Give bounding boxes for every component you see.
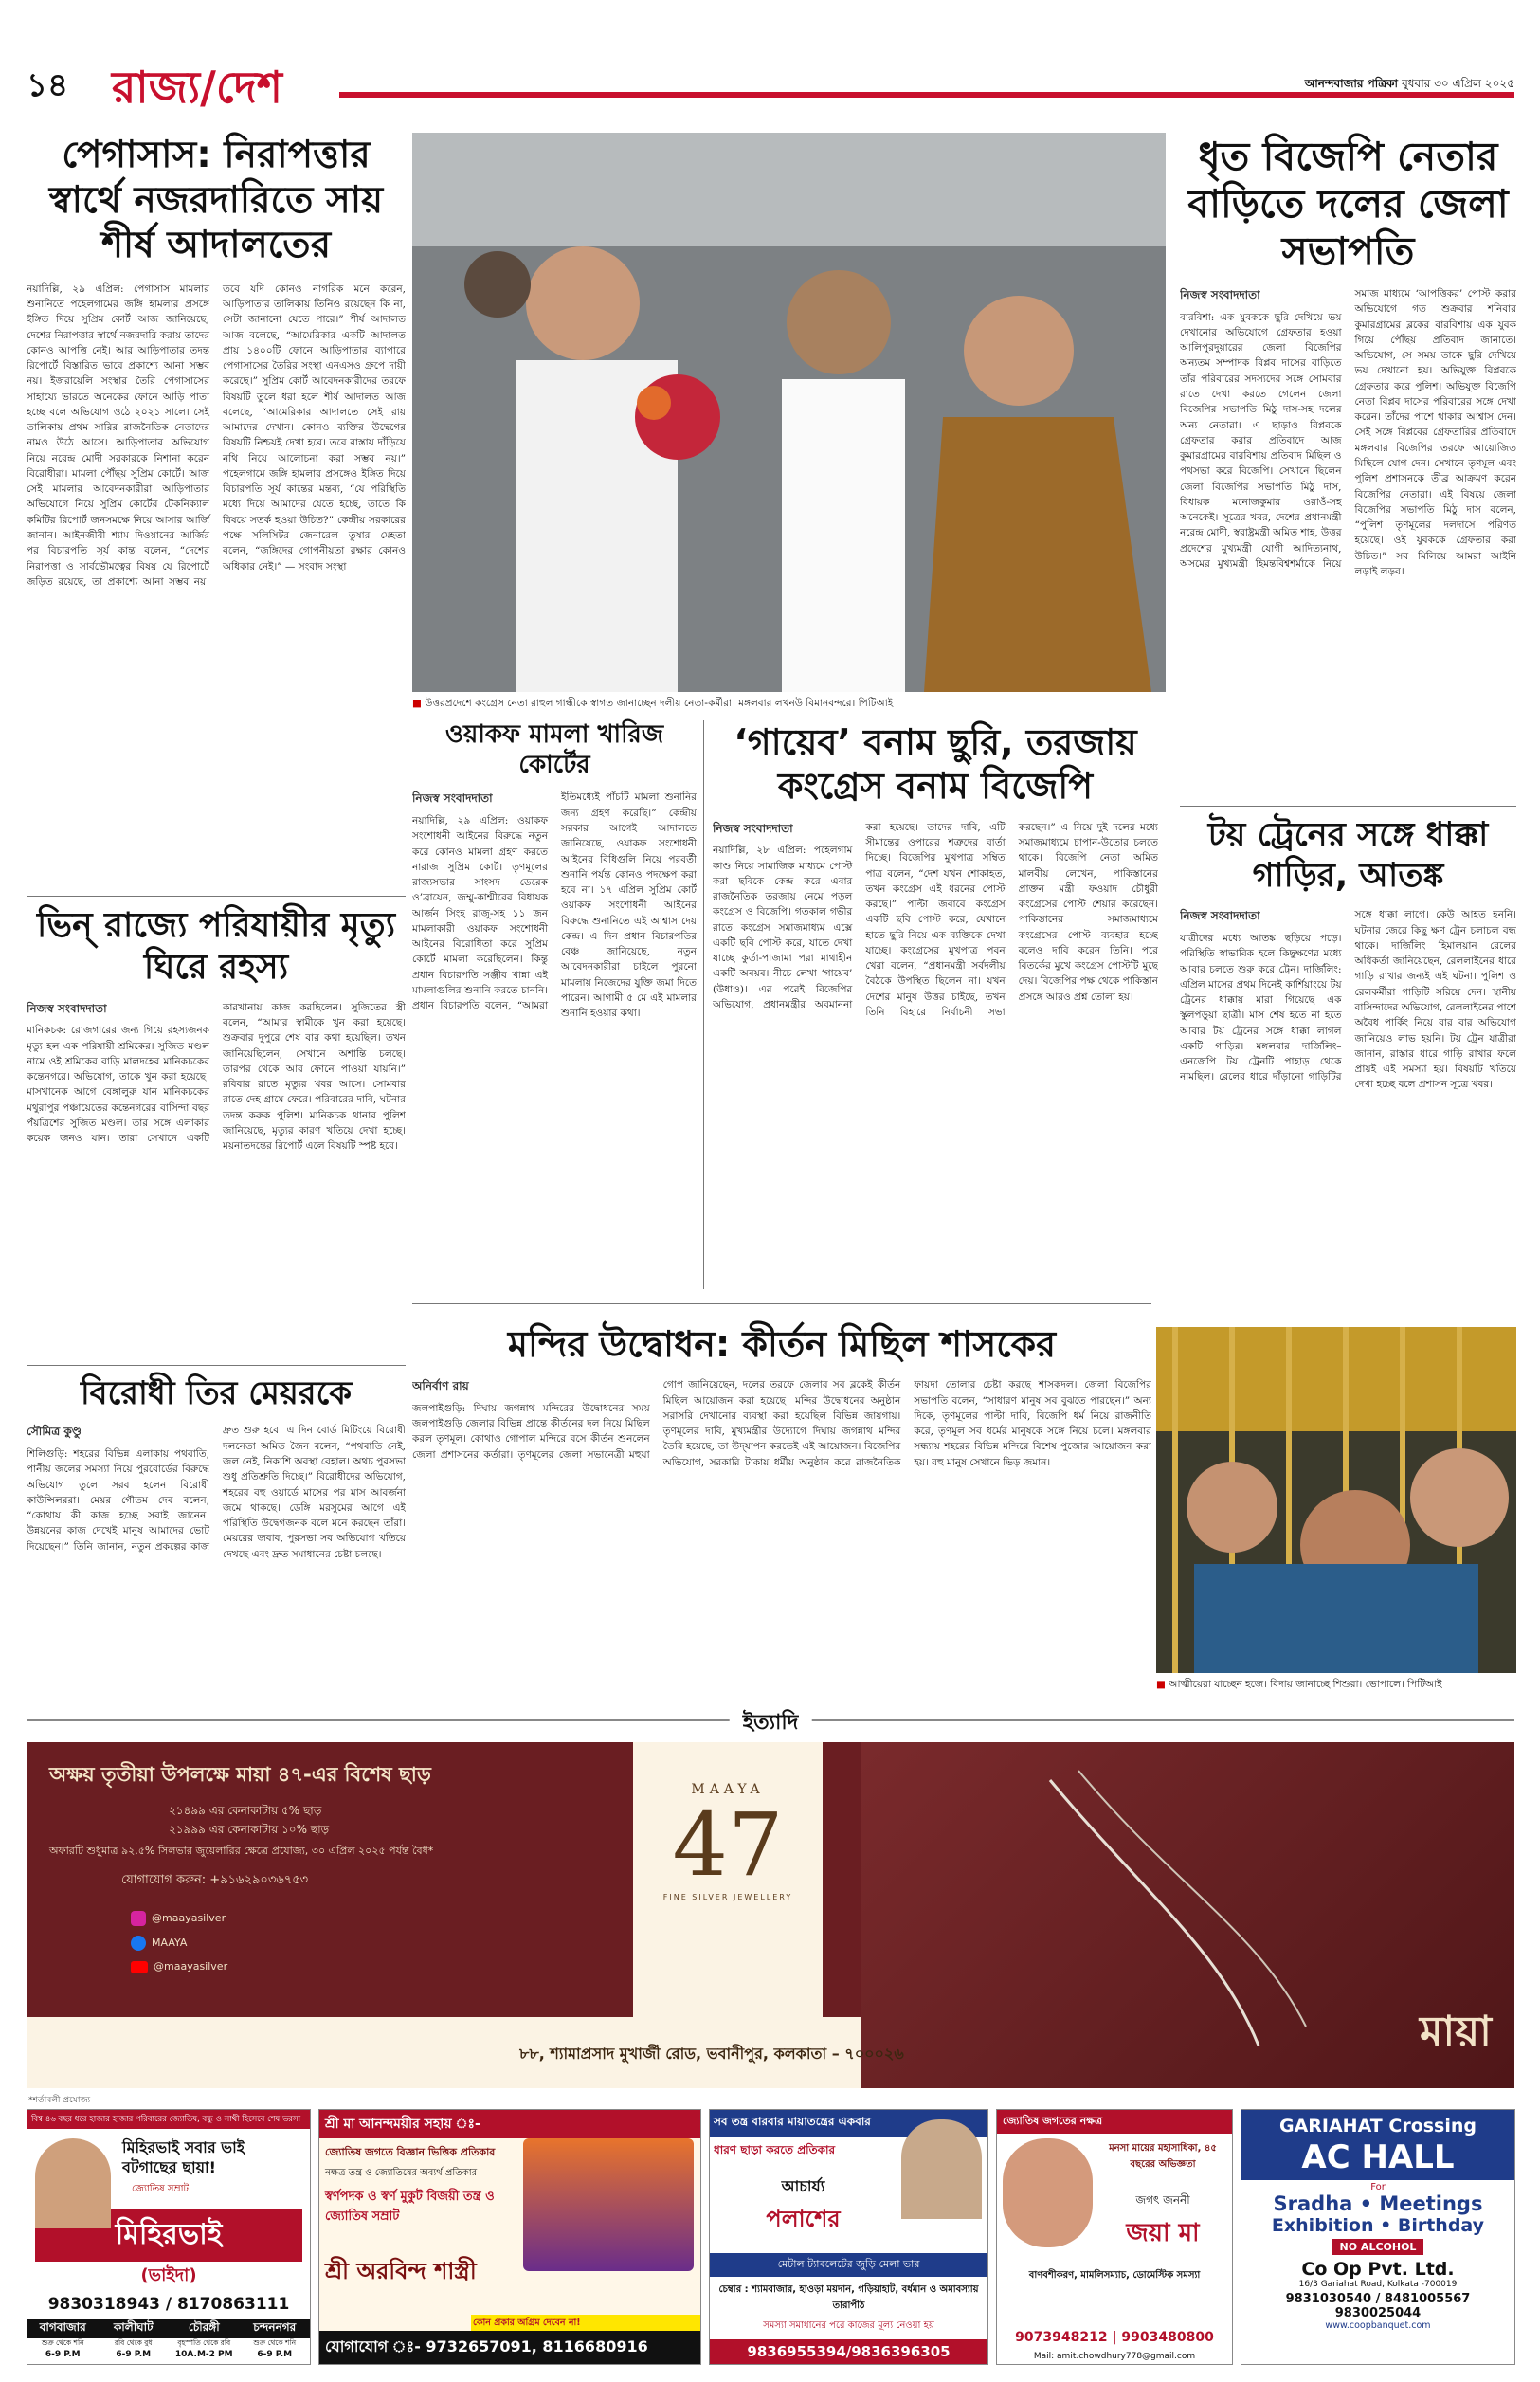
headline: ‘গায়েব’ বনাম ছুরি, তরজায় কংগ্রেস বনাম বিজেপি bbox=[734, 721, 1137, 808]
story-body bbox=[412, 790, 697, 1282]
time: 10A.M-2 PM bbox=[174, 2349, 233, 2359]
story-text: নয়াদিল্লি, ২৯ এপ্রিল: ওয়াকফ সংশোধনী আইনের বিরুদ্ধে নতুন করে কোনও মামলা গ্রহণ করতে নারাজ সুপ্রিম কোর্ট। তৃণমূলের রাজ্যসভার সাংসদ ডেরেক ও’ব্রায়েন, জম্মু-কাশ্মীরের বিধায়ক আর্জন সিংহ রাজু-সহ ১১ জন মামলাকারী ওয়াকফ সংশোধনী আইনের বিরোধিতা করে সুপ্রিম কোর্টে মামলা করেছিলেন। কিন্তু প্রধান বিচারপতি সঞ্জীব খান্না এই মামলাগুলির শুনানি করতে চাননি। প্রধান বিচারপতি বলেন, “আমরা ইতিমধ্যেই পাঁচটি মামলা শুনানির জন্য গ্রহণ করেছি।” কেন্দ্রীয় সরকার আগেই আদালতে জানিয়েছে, ওয়াকফ সংশোধনী আইনের বিধিগুলি নিয়ে পরবর্তী শুনানি পর্যন্ত কোনও পদক্ষেপ করা হবে না। ১৭ এপ্রিল সুপ্রিম কোর্ট ওয়াকফ সংশোধনী আইনের বিরুদ্ধে শুনানিতে এই আশ্বাস দেয় কেন্দ্র। এ দিন প্রধান বিচারপতির বেঞ্চ জানিয়েছে, নতুন আবেদনকারীরা চাইলে পুরনো মামলায় নিজেদের যুক্তি জমা দিতে পারেন। আগামী ৫ মে এই মামলার শুনানি হওয়ার কথা। bbox=[412, 791, 697, 1020]
ad-headline: অক্ষয় তৃতীয়া উপলক্ষে মায়া ৪৭-এর বিশেষ ছাড় bbox=[49, 1763, 431, 1786]
photo-illustration bbox=[1156, 1327, 1516, 1673]
story-gayer bbox=[713, 720, 1158, 1289]
ad-brand-panel bbox=[633, 1742, 823, 2017]
ad-line-1: জ্যোতিষ জগতে বিজ্ঞান ভিত্তিক প্রতিকার bbox=[325, 2146, 496, 2158]
story-text: জলপাইগুড়ি: দিঘায় জগন্নাথ মন্দিরের উদ্বোধনের সময় জলপাইগুড়ি জেলার বিভিন্ন প্রান্তে কীর্তনের দল নিয়ে মিছিল করল তৃণমূল। কোথাও গোপাল মন্দিরে বসে কীর্তন শুনলেন জেলা প্রশাসনের কর্তারা। তৃণমূলের জেলা সভানেত্রী মহুয়া গোপ জানিয়েছেন, দলের তরফে জেলার সব ব্লকেই কীর্তন মিছিল আয়োজন করা হয়েছে। মন্দির উদ্বোধনের অনুষ্ঠান সরাসরি দেখানোর ব্যবস্থা করা হয়েছিল বিভিন্ন জায়গায়। তৃণমূলের দাবি, মুখ্যমন্ত্রীর উদ্যোগে দিঘায় জগন্নাথ মন্দির তৈরি হয়েছে, তা উদ্‌যাপন করতেই এই আয়োজন। বিজেপির অভিযোগ, সরকারি টাকায় ধর্মীয় অনুষ্ঠান করে রাজনৈতিক ফায়দা তোলার চেষ্টা করছে শাসকদল। জেলা বিজেপির সভাপতি বলেন, “সাধারণ মানুষ সব বুঝতে পারছেন।” অন্য দিকে, তৃণমূলের পাল্টা দাবি, বিজেপি ধর্ম নিয়ে রাজনীতি করে, তৃণমূল সব ধর্মের মানুষকে সঙ্গে নিয়ে চলে। মঙ্গলবার সন্ধ্যায় শহরের বিভিন্ন মন্দিরে বিশেষ পুজোর আয়োজন করা হয়। বহু মানুষ সেখানে ভিড় জমান। bbox=[412, 1379, 1151, 1468]
story-body bbox=[412, 1377, 1151, 1681]
headline: টয় ট্রেনের সঙ্গে ধাক্কা গাড়ির, আতঙ্ক bbox=[1207, 816, 1489, 895]
brand-logo: মায়া bbox=[1420, 2008, 1492, 2056]
social-row-2 bbox=[131, 1936, 187, 1951]
classifieds-header bbox=[27, 1706, 1514, 1735]
ad-top: বিশ্ব ৪৬ বছর ধরে হাজার হাজার পরিবারের জ্যোতিষ, বন্ধু ও সাথী হিসেবে শেষ ভরসা bbox=[27, 2110, 310, 2129]
headline: পেগাসাস: নিরাপত্তার স্বার্থে নজরদারিতে সায় শীর্ষ আদালতের bbox=[48, 134, 384, 267]
divider bbox=[1180, 806, 1516, 807]
ad-offer-1: ২১৪৯৯ এর কেনাকাটায় ৫% ছাড় bbox=[169, 1804, 322, 1817]
ad-phone: 9073948212 | 9903480800 bbox=[1015, 2330, 1214, 2345]
photo-caption-children: ■ আত্মীয়েরা যাচ্ছেন হজে। বিদায় জানাচ্ছে শিশুরা। ভোপালে। পিটিআই bbox=[1156, 1678, 1516, 1694]
headline: ভিন্ রাজ্যে পরিযায়ীর মৃত্যু ঘিরে রহস্য bbox=[36, 906, 396, 987]
ad-phone: 9830318943 / 8170863111 bbox=[47, 2294, 290, 2314]
story-body bbox=[713, 820, 1158, 1265]
ad-gariahat-hall bbox=[1241, 2109, 1515, 2365]
time: 6-9 P.M bbox=[257, 2349, 293, 2359]
ad-aurobindo-shastri bbox=[318, 2109, 701, 2365]
ad-offer-2: ২১৯৯৯ এর কেনাকাটায় ১০% ছাড় bbox=[169, 1823, 330, 1836]
ad-jaya-ma bbox=[996, 2109, 1233, 2365]
youtube-icon bbox=[131, 1961, 148, 1973]
ad-line-2: ধারণ ছাড়া করতে প্রতিকার bbox=[714, 2143, 836, 2156]
ad-chambers: চেম্বার : শ্যামবাজার, হাওড়া ময়দান, গড়িয়াহাট, বর্ধমান ও অমাবস্যায় তারাপীঠ bbox=[718, 2284, 979, 2311]
byline: নিজস্ব সংবাদদাতা bbox=[1180, 909, 1260, 923]
story-temple bbox=[412, 1322, 1151, 1692]
time: 6-9 P.M bbox=[45, 2349, 81, 2359]
story-pegasus bbox=[27, 133, 406, 910]
story-body bbox=[27, 1423, 406, 1679]
ad-phone: 9836955394/9836396305 bbox=[710, 2339, 987, 2364]
story-body bbox=[1180, 286, 1516, 770]
ad-address-bar bbox=[27, 2017, 904, 2088]
location-row bbox=[27, 2319, 310, 2338]
classifieds-title: ইত্যাদি bbox=[730, 1706, 812, 1741]
day: রবি থেকে বুধ bbox=[114, 2337, 153, 2347]
photo-illustration bbox=[412, 133, 1166, 692]
ad-address: 16/3 Gariahat Road, Kolkata -700019 bbox=[1298, 2280, 1458, 2289]
story-body: নয়াদিল্লি, ২৯ এপ্রিল: পেগাসাস মামলার শুনানিতে পহেলগামের জঙ্গি হামলার প্রসঙ্গে ইঙ্গিত দিয়ে সুপ্রিম কোর্ট আজ জানিয়েছে, দেশের নিরাপত্তার স্বার্থে নজরদারি করায় তাদের কোনও আপত্তি নেই। আর আড়িপাতার তদন্ত রিপোর্টে বিস্তারিত ভাবে প্রকাশ্যে আনা সম্ভব নয়। ইজরায়েলি সংস্থার তৈরি পেগাসাসের সাহায্যে ভারতে অনেকের ফোনে আড়ি পাতা হচ্ছে বলে অভিযোগ ওঠে ২০২১ সালে। সেই তালিকায় প্রথম সারির রাজনৈতিক নেতাদের নামও উঠে আসে। আড়িপাতার অভিযোগ নিয়ে নরেন্দ্র মোদী সরকারকে নিশানা করেন বিরোধীরা। মামলা পৌঁছয় সুপ্রিম কোর্টে। আজ সেই মামলার আবেদনকারীরা আড়িপাতার অভিযোগে নিয়ে সুপ্রিম কোর্টের টেকনিক্যাল কমিটির রিপোর্ট জনসমক্ষে নিয়ে আসার আর্জি জানান। আইনজীবী শ্যাম দিওয়ানের আর্জির পর বিচারপতি সূর্য কান্ত বলেন, “দেশের নিরাপত্তা ও সার্বভৌমত্বের বিষয় যে রিপোর্টে জড়িত রয়েছে, তা প্রকাশ্যে আনা সম্ভব নয়। তবে যদি কোনও নাগরিক মনে করেন, আড়িপাতার তালিকায় তিনিও রয়েছেন কি না, সেটা জানানো যেতে পারে।” শীর্ষ আদালত আজ বলেছে, “আমেরিকার একটি আদালত প্রায় ১৪০০টি ফোনে আড়িপাতার ব্যাপারে পেগাসাসের তৈরির সংস্থা এনএসও গ্রুপে দায়ী করেছে।” সুপ্রিম কোর্ট আবেদনকারীদের তরফে বিষয়টি তুলে ধরা হলে শীর্ষ আদালত আজ বলেছে, “আমেরিকার আদালতে সেই রায় আমাদের দেখান। কোনও ব্যক্তির উদ্বেগের বিষয়টি নিশ্চয়ই দেখা হবে। তবে রাস্তায় দাঁড়িয়ে নথি নিয়ে আলোচনা করা সম্ভব নয়।” পহেলগামে জঙ্গি হামলার প্রসঙ্গেও ইঙ্গিত দিয়ে বিচারপতি সূর্য কান্তের মন্তব্য, “যে পরিস্থিতি মধ্যে দিয়ে আমাদের যেতে হচ্ছে, তাতে কি বিষয়ে সতর্ক হওয়া উচিত?” কেন্দ্রীয় সরকারের পক্ষে সলিসিটর জেনারেল তুষার মেহতা বলেন, “জঙ্গিদের গোপনীয়তা রক্ষার কোনও অধিকার নেই।” — সংবাদ সংস্থা bbox=[27, 282, 406, 588]
story-councillor bbox=[27, 1374, 406, 1687]
ad-note: কোন প্রকার অগ্রিম দেবেন না! bbox=[471, 2315, 700, 2333]
byline: অনির্বাণ রায় bbox=[412, 1379, 469, 1393]
maaya-ad bbox=[27, 1742, 1514, 2088]
brand-number: 47 bbox=[672, 1794, 784, 1896]
day: শুক্র থেকে শনি bbox=[253, 2337, 297, 2347]
ad-title: জগৎ জননী bbox=[1135, 2193, 1190, 2207]
deity-image bbox=[523, 2138, 694, 2271]
byline: সৌমিত্র কুণ্ডু bbox=[27, 1425, 82, 1439]
ad-mihirbhai bbox=[27, 2109, 311, 2365]
instagram-icon bbox=[131, 1911, 146, 1926]
ad-line-2: নক্ষত্র তন্ত্র ও জ্যোতিষের অব্যর্থ প্রতিকার bbox=[325, 2168, 478, 2178]
necklace-illustration bbox=[861, 1742, 1514, 2088]
ad-footnote: *শর্তাবলী প্রযোজ্য bbox=[28, 2096, 91, 2105]
story-text: নয়াদিল্লি, ২৮ এপ্রিল: পহেলগাম কাণ্ড নিয়ে সামাজিক মাধ্যমে পোস্ট করা ছবিকে কেন্দ্র করে এবার রাজনৈতিক তরজায় নেমে পড়ল কংগ্রেস ও বিজেপি। গতকাল গভীর রাতে কংগ্রেস সমাজমাধ্যম এক্সে একটি ছবি পোস্ট করে, যাতে দেখা যাচ্ছে কুর্তা-পাজামা পরা মাথাহীন একটি অবয়ব। নীচে লেখা ‘গায়েব’ (উধাও)। এর পরেই বিজেপির অভিযোগ, প্রধানমন্ত্রীর অবমাননা করা হয়েছে। তাদের দাবি, এটি সীমান্তের ওপারের শত্রুদের বার্তা দিচ্ছে। বিজেপির মুখপাত্র সম্বিত পাত্র বলেন, “দেশ যখন শোকাহত, তখন কংগ্রেস এই ধরনের পোস্ট করছে।” পাল্টা জবাবে কংগ্রেস একটি ছবি পোস্ট করে, যেখানে হাতে ছুরি নিয়ে এক ব্যক্তিকে দেখা যাচ্ছে। কংগ্রেসের মুখপাত্র পবন খেরা বলেন, “প্রধানমন্ত্রী সর্বদলীয় বৈঠকে উপস্থিত ছিলেন না। যখন দেশের মানুষ উত্তর চাইছে, তখন তিনি বিহারে নির্বাচনী সভা করছেন।” এ নিয়ে দুই দলের মধ্যে সমাজমাধ্যমে চাপান-উতোর চলতে থাকে। বিজেপি নেতা অমিত মালবীয় লেখেন, পাকিস্তানের প্রাক্তন মন্ত্রী ফওয়াদ চৌধুরী কংগ্রেসের পোস্ট শেয়ার করেছেন। পাকিস্তানের সমাজমাধ্যমে কংগ্রেসের পোস্ট ব্যবহার হচ্ছে বলেও দাবি করেন তিনি। পরে বিতর্কের মুখে কংগ্রেস পোস্টটি মুছে দেয়। বিজেপির পক্ষ থেকে পাকিস্তান প্রসঙ্গে আরও প্রশ্ন তোলা হয়। bbox=[713, 821, 1158, 1018]
ad-top: শ্রী মা আনন্দময়ীর সহায় ঃ- bbox=[319, 2110, 700, 2138]
social-handle: @maayasilver bbox=[152, 1912, 226, 1924]
ad-phone-row bbox=[319, 2331, 700, 2364]
location: বাগবাজার bbox=[39, 2319, 86, 2334]
ad-line-1: GARIAHAT Crossing bbox=[1241, 2110, 1514, 2138]
ad-line-3: মেটাল ট্যাবলেটের জুড়ি মেলা ভার bbox=[710, 2253, 987, 2277]
ad-sub: জ্যোতিষ সম্রাট bbox=[132, 2183, 189, 2194]
brand-name: MAAYA bbox=[691, 1782, 765, 1797]
social-handle: @maayasilver bbox=[154, 1960, 228, 1973]
facebook-icon bbox=[131, 1936, 146, 1951]
ad-name: মিহিরভাই bbox=[35, 2209, 302, 2262]
ad-name: পলাশের bbox=[766, 2206, 841, 2232]
ad-terms: অফারটি শুধুমাত্র ৯২.৫% সিলভার জুয়েলারির ক্ষেত্রে প্রযোজ্য, ৩০ এপ্রিল ২০২৫ পর্যন্ত বৈধ* bbox=[49, 1845, 434, 1857]
jewellery-visual bbox=[861, 1742, 1514, 2088]
social-handle: MAAYA bbox=[152, 1937, 188, 1949]
ad-mail: Mail: amit.chowdhury778@gmail.com bbox=[1033, 2352, 1196, 2361]
ad-line-2: AC HALL bbox=[1241, 2138, 1514, 2180]
ad-top: জ্যোতিষ জগতের নক্ষত্র bbox=[997, 2110, 1232, 2134]
day-row bbox=[27, 2338, 310, 2350]
ad-org: Co Op Pvt. Ltd. bbox=[1301, 2259, 1455, 2280]
story-body bbox=[27, 1000, 406, 1341]
ad-services: বাণবশীকরণ, মামলিসম্যাচ, ডোমেস্টিক সমস্যা bbox=[1028, 2270, 1201, 2281]
divider bbox=[27, 1365, 406, 1366]
divider bbox=[703, 720, 704, 1289]
avatar bbox=[1003, 2138, 1093, 2247]
social-row-1 bbox=[131, 1911, 226, 1926]
headline: ওয়াকফ মামলা খারিজ কোর্টের bbox=[444, 720, 664, 779]
ad-name: শ্রী অরবিন্দ শাস্ত্রী bbox=[325, 2258, 477, 2284]
byline: নিজস্ব সংবাদদাতা bbox=[27, 1001, 107, 1015]
story-text: শিলিগুড়ি: শহরের বিভিন্ন এলাকায় পথবাতি, পানীয় জলের সমস্যা নিয়ে পুরবোর্ডের বিরুদ্ধে অভিযোগ তুলে সরব হলেন বিরোধী কাউন্সিলররা। মেয়র গৌতম দেব বলেন, “কোথায় কী কাজ হচ্ছে সবাই জানেন। উন্নয়নের কাজ দেখেই মানুষ আমাদের ভোট দিয়েছেন।” তিনি জানান, নতুন প্রকল্পের কাজ দ্রুত শুরু হবে। এ দিন বোর্ড মিটিংয়ে বিরোধী দলনেতা অমিত জৈন বলেন, “পথবাতি নেই, জল নেই, নিকাশি অবস্থা বেহাল। অথচ পুরসভা শুধু প্রতিশ্রুতি দিচ্ছে।” বিরোধীদের অভিযোগ, শহরের বহু ওয়ার্ডে মাসের পর মাস আবর্জনা জমে থাকছে। ডেঙ্গি মরসুমের আগে এই পরিস্থিতি উদ্বেগজনক বলে মনে করছেন তাঁরা। মেয়রের জবাব, পুরসভা সব অভিযোগ খতিয়ে দেখছে এবং দ্রুত সমাধানের চেষ্টা চলছে। bbox=[27, 1425, 406, 1560]
ad-title: আচার্য্য bbox=[781, 2177, 825, 2195]
headline: বিরোধী তির মেয়রকে bbox=[80, 1374, 353, 1412]
ad-name: জয়া মা bbox=[1126, 2219, 1200, 2247]
avatar bbox=[901, 2119, 982, 2219]
time-row bbox=[27, 2350, 310, 2359]
avatar bbox=[35, 2138, 111, 2228]
ad-line-1: মনসা মায়ের মহাসাধিকা, ৪৫ বছরের অভিজ্ঞতা bbox=[1109, 2143, 1217, 2170]
location: চৌরঙ্গী bbox=[188, 2319, 220, 2334]
ad-contact: যোগাযোগ করুন: +৯১৬২৯০৩৬৭৫৩ bbox=[121, 1873, 309, 1887]
photo-children bbox=[1156, 1327, 1516, 1673]
location: চন্দননগর bbox=[253, 2319, 297, 2334]
day: শুক্র থেকে শনি bbox=[41, 2337, 84, 2347]
story-waqf bbox=[412, 720, 697, 1289]
story-toy-train bbox=[1180, 815, 1516, 1327]
social-row-3 bbox=[131, 1960, 227, 1973]
story-text: মানিকচক: রোজগারের জন্য গিয়ে রহস্যজনক মৃত্যু হল এক পরিযায়ী শ্রমিকের। সুজিত মণ্ডল নামে ওই শ্রমিকের বাড়ি মালদহের মানিকচকের কন্তেনগরে। অভিযোগ, তাকে খুন করা হয়েছে। মাসখানেক আগে বেঙ্গালুরু যান মানিকচকের মথুরাপুর পঞ্চায়েতের কন্তেনগরের বাসিন্দা বছর পঁয়ত্রিশের সুজিত মণ্ডল। তার সঙ্গে এলাকার কয়েক জনও যান। তারা সেখানে একটি কারখানায় কাজ করছিলেন। সুজিতের স্ত্রী বলেন, “আমার স্বামীকে খুন করা হয়েছে। শুক্রবার দুপুরে শেষ বার কথা হয়েছিল। তখন জানিয়েছিলেন, সেখানে অশান্তি চলছে। তারপর থেকে আর ফোনে পাওয়া যায়নি।” রবিবার রাতে মৃত্যুর খবর আসে। সোমবার রাতে দেহ গ্রামে ফেরে। পরিবারের দাবি, ঘটনার তদন্ত করুক পুলিশ। মানিকচক থানার পুলিশ জানিয়েছে, মৃত্যুর কারণ খতিয়ে দেখা হচ্ছে। ময়নাতদন্তের রিপোর্ট এলে বিষয়টি স্পষ্ট হবে। bbox=[27, 1001, 406, 1153]
ad-phone-1: 9831030540 / 8481005567 bbox=[1285, 2292, 1471, 2306]
headline: ধৃত বিজেপি নেতার বাড়িতে দলের জেলা সভাপতি bbox=[1187, 134, 1509, 275]
section-title: রাজ্য/দেশ bbox=[112, 62, 282, 113]
ad-no-alcohol: NO ALCOHOL bbox=[1332, 2239, 1424, 2255]
story-text: যাত্রীদের মধ্যে আতঙ্ক ছড়িয়ে পড়ে। পরিস্থিতি স্বাভাবিক হলে কিছুক্ষণের মধ্যে আবার চলতে শুরু করে ট্রেন। দার্জিলিং: এপ্রিল মাসের প্রথম দিনেই কার্শিয়াংয়ে টয় ট্রেনের ধাক্কায় মারা গিয়েছে এক স্কুলপড়ুয়া ছাত্রী। মাস শেষ হতে না হতে আবার টয় ট্রেনের সঙ্গে ধাক্কা লাগল একটি গাড়ির। মঙ্গলবার দার্জিলিং–এনজেপি টয় ট্রেনটি পাহাড় থেকে নামছিল। রেলের ধারে দাঁড়ানো গাড়িটির সঙ্গে ধাক্কা লাগে। কেউ আহত হননি। ঘটনার জেরে কিছু ক্ষণ ট্রেন চলাচল বন্ধ থাকে। দার্জিলিং হিমালয়ান রেলের অধিকর্তা জানিয়েছেন, রেললাইনের ধারে গাড়ি রাখার জন্যই এই ঘটনা। পুলিশ ও রেলকর্মীরা গাড়িটি সরিয়ে দেন। স্থানীয় বাসিন্দাদের অভিযোগ, রেললাইনের পাশে অবৈধ পার্কিং নিয়ে বার বার অভিযোগ জানিয়েও লাভ হয়নি। টয় ট্রেন যাত্রীরা জানান, রাস্তার ধারে গাড়ি রাখার ফলে প্রায়ই এই সমস্যা হয়। বিষয়টি খতিয়ে দেখা হচ্ছে বলে প্রশাসন সূত্রে খবর। bbox=[1180, 909, 1516, 1091]
day: বৃহস্পতি থেকে রবি bbox=[177, 2337, 231, 2347]
ad-website: www.coopbanquet.com bbox=[1325, 2320, 1431, 2331]
page-number: ১৪ bbox=[27, 66, 69, 104]
time: 6-9 P.M bbox=[116, 2349, 152, 2359]
phone-label: যোগাযোগ ঃ- bbox=[325, 2337, 421, 2355]
byline: নিজস্ব সংবাদদাতা bbox=[713, 821, 793, 835]
headline: মন্দির উদ্বোধন: কীর্তন মিছিল শাসকের bbox=[507, 1323, 1057, 1365]
date: বুধবার ৩০ এপ্রিল ২০২৫ bbox=[1402, 77, 1514, 90]
ad-phone: 9732657091, 8116680916 bbox=[426, 2337, 648, 2355]
ad-alias: (ভাইদা) bbox=[140, 2264, 197, 2285]
header-red-rule bbox=[339, 92, 1514, 98]
ad-address: ৮৮, শ্যামাপ্রসাদ মুখার্জী রোড, ভবানীপুর, কলকাতা – ৭০০০২৬ bbox=[519, 2045, 904, 2063]
photo-rahul-gandhi bbox=[412, 133, 1166, 692]
ad-top: সব তন্ত্র বারবার মায়াতন্ত্রের একবার bbox=[710, 2110, 987, 2137]
divider bbox=[412, 1303, 1151, 1304]
ad-phone-2: 9830025044 bbox=[1334, 2306, 1422, 2320]
brand-tagline: FINE SILVER JEWELLERY bbox=[662, 1893, 793, 1902]
story-migrant bbox=[27, 905, 406, 1351]
masthead: আনন্দবাজার পত্রিকা bbox=[1304, 77, 1398, 90]
ad-for: For bbox=[1370, 2182, 1386, 2192]
photo-caption-rahul: ■ উত্তরপ্রদেশে কংগ্রেস নেতা রাহুল গান্ধীকে স্বাগত জানাচ্ছেন দলীয় নেতা-কর্মীরা। মঙ্গলবার লখনউ বিমানবন্দরে। পিটিআই bbox=[412, 697, 1166, 713]
ad-line-4: Exhibition • Birthday bbox=[1271, 2215, 1485, 2236]
ad-line-3: স্বর্ণপদক ও স্বর্ণ মুকুট বিজয়ী তন্ত্র ও জ্যোতিষ সম্রাট bbox=[325, 2190, 495, 2224]
ad-line-3: Sradha • Meetings bbox=[1273, 2192, 1483, 2215]
story-text: বারবিশা: এক যুবককে ছুরি দেখিয়ে ভয় দেখানোর অভিযোগে গ্রেফতার হওয়া আলিপুরদুয়ারের জেলা বিজেপির অন্যতম সম্পাদক বিপ্লব দাসের বাড়িতে তাঁর পরিবারের সদস্যদের সঙ্গে সোমবার রাতে দেখা করতে গেলেন জেলা বিজেপির সভাপতি মিঠু দাস-সহ দলের অন্য নেতারা। এ ছাড়াও বিপ্লবকে গ্রেফতার করার প্রতিবাদে আজ কুমারগ্রামের বারবিশায় প্রতিবাদ মিছিল ও পথসভা করে বিজেপি। সেখানে ছিলেন জেলা বিজেপির সভাপতি মিঠু দাস, বিধায়ক মনোজকুমার ওরাওঁ-সহ অনেকেই। সূত্রের খবর, দেশের প্রধানমন্ত্রী নরেন্দ্র মোদী, স্বরাষ্ট্রমন্ত্রী অমিত শাহ, উত্তর প্রদেশের মুখ্যমন্ত্রী যোগী আদিত্যনাথ, অসমের মুখ্যমন্ত্রী হিমন্তবিশ্বশর্মাকে নিয়ে সমাজ মাধ্যমে ‘আপত্তিকর’ পোস্ট করার অভিযোগে গত শুক্রবার শনিবার কুমারগ্রামের ব্লকের বারবিশায় এক যুবক গিয়ে পৌঁছয় প্রতিবাদ জানাতে। অভিযোগ, সে সময় তাকে ছুরি দেখিয়ে ভয় দেখানো হয়। অভিযুক্ত বিপ্লবকে গ্রেফতার করে পুলিশ। অভিযুক্ত বিজেপি নেতা বিপ্লব দাসের পরিবারের সঙ্গে দেখা করেন। তাঁদের পাশে থাকার আশ্বাস দেন। সেই সঙ্গে বিপ্লবের গ্রেফতারির প্রতিবাদে মঙ্গলবার বিজেপির তরফে আয়োজিত মিছিলে যোগ দেন। সেখানে তৃণমূল এবং পুলিশ প্রশাসনকে তীব্র আক্রমণ করেন বিজেপির নেতারা। এই বিষয়ে জেলা বিজেপির সভাপতি মিঠু দাস বলেন, “পুলিশ তৃণমূলের দলদাসে পরিণত হয়েছে। ওই যুবককে গ্রেফতার করা উচিত।” সব মিলিয়ে আমরা আইনি লড়াই লড়ব। bbox=[1180, 288, 1516, 577]
byline: নিজস্ব সংবাদদাতা bbox=[1180, 288, 1260, 302]
page-header bbox=[27, 57, 1514, 113]
story-body bbox=[1180, 907, 1516, 1277]
story-bjp-leader bbox=[1180, 133, 1516, 834]
location: কালীঘাট bbox=[113, 2319, 154, 2334]
ad-tag: মিহিরভাই সবার ভাই বটগাছের ছায়া! bbox=[122, 2138, 245, 2176]
ad-palasher bbox=[709, 2109, 988, 2365]
byline: নিজস্ব সংবাদদাতা bbox=[412, 791, 493, 806]
ad-line-4: সমস্যা সমাধানের পরে কাজের মূল্য নেওয়া হয় bbox=[763, 2320, 934, 2331]
divider bbox=[27, 896, 406, 897]
